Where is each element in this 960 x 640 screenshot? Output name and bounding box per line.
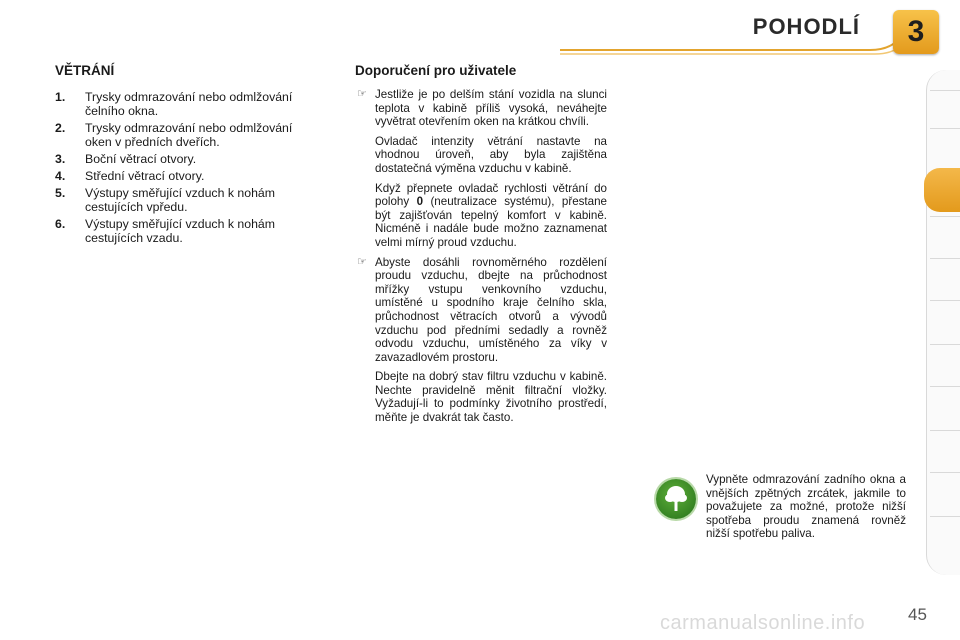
recommendation-paragraph — [355, 88, 607, 129]
list-item — [55, 90, 295, 118]
recommendations-title: Doporučení pro uživatele — [355, 63, 517, 78]
list-item — [55, 152, 295, 166]
ventilation-title: VĚTRÁNÍ — [55, 63, 115, 78]
item-text: Výstupy směřující vzduch k nohám cestujících vpředu. — [85, 186, 275, 214]
item-text: Boční větrací otvory. — [85, 152, 197, 166]
pointing-hand-icon: ☞ — [357, 255, 367, 268]
list-item — [55, 121, 295, 149]
side-tab-divider — [930, 90, 960, 91]
side-tab-divider — [930, 128, 960, 129]
item-number: 4. — [55, 169, 66, 183]
position-zero: 0 — [416, 195, 424, 209]
item-number: 3. — [55, 152, 66, 166]
side-tab-divider — [930, 386, 960, 387]
page-title: POHODLÍ — [752, 14, 860, 39]
paragraph-text: Dbejte na dobrý stav filtru vzduchu v kabině. Nechte pravidelně měnit filtrační vložky. Vyžadují-li to podmínky životního prostředí, měňte je dvakrát tak často. — [375, 370, 607, 425]
paragraph-text: Jestliže je po delším stání vozidla na slunci teplota v kabině příliš vysoká, neváhejte vyvětrat otevřením oken na krátkou chvíli. — [375, 88, 607, 129]
paragraph-text: Ovladač intenzity větrání nastavte na vhodnou úroveň, aby byla zajištěna dostatečná výměna vzduchu v kabině. — [375, 134, 607, 175]
item-number: 5. — [55, 186, 66, 200]
list-item — [55, 169, 295, 183]
item-number: 6. — [55, 217, 66, 231]
side-tab-divider — [930, 344, 960, 345]
item-number: 2. — [55, 121, 66, 135]
side-tab-divider — [930, 300, 960, 301]
side-tab-active[interactable] — [924, 168, 960, 212]
recommendation-paragraph — [355, 370, 607, 424]
pointing-hand-icon: ☞ — [357, 88, 367, 100]
paragraph-text: Když přepnete ovladač rychlosti větrání do polohy — [375, 181, 607, 209]
ventilation-list — [55, 90, 295, 245]
side-tabs — [926, 70, 960, 575]
list-item — [55, 217, 295, 245]
recommendations-section — [355, 63, 607, 431]
recommendation-paragraph — [355, 256, 607, 365]
item-text: Výstupy směřující vzduch k nohám cestujících vzadu. — [85, 217, 275, 245]
item-text: Trysky odmrazování nebo odmlžování čelního okna. — [85, 90, 293, 118]
item-number: 1. — [55, 90, 66, 104]
eco-note — [651, 473, 906, 541]
paragraph-text: (neutralizace systému), přestane být zajišťován tepelný komfort v kabině. Nicméně i nadále bude možno zaznamenat velmi mírný proud vzduchu. — [375, 195, 607, 249]
recommendation-paragraph — [355, 182, 607, 250]
side-tab-divider — [930, 516, 960, 517]
eco-tree-icon — [656, 479, 696, 519]
list-item — [55, 186, 295, 214]
side-tab-divider — [930, 258, 960, 259]
page-number: 45 — [908, 605, 927, 624]
side-tab-divider — [930, 430, 960, 431]
side-tab-divider — [930, 216, 960, 217]
paragraph-text: Abyste dosáhli rovnoměrného rozdělení proudu vzduchu, dbejte na průchodnost mřížky vstupu venkovního vzduchu, umístěné u spodního kraje čelního skla, průchodnost větracích otvorů a vývodů vzduchu pod předními sedadly a rovněž odvodu vzduchu, umístěného za víky v zavazadlovém prostoru. — [375, 255, 607, 364]
eco-text-content: Vypněte odmrazování zadního okna a vnějších zpětných zrcátek, jakmile to považujete za možné, protože nižší spotřeba proudu znamená rovněž nižší spotřebu paliva. — [706, 473, 906, 541]
recommendation-paragraph — [355, 135, 607, 176]
item-text: Střední větrací otvory. — [85, 169, 205, 183]
item-text: Trysky odmrazování nebo odmlžování oken v předních dveřích. — [85, 121, 293, 149]
ventilation-section — [55, 63, 295, 248]
chapter-badge: 3 — [893, 10, 939, 54]
watermark: carmanualsonline.info — [660, 612, 866, 634]
side-tab-divider — [930, 472, 960, 473]
